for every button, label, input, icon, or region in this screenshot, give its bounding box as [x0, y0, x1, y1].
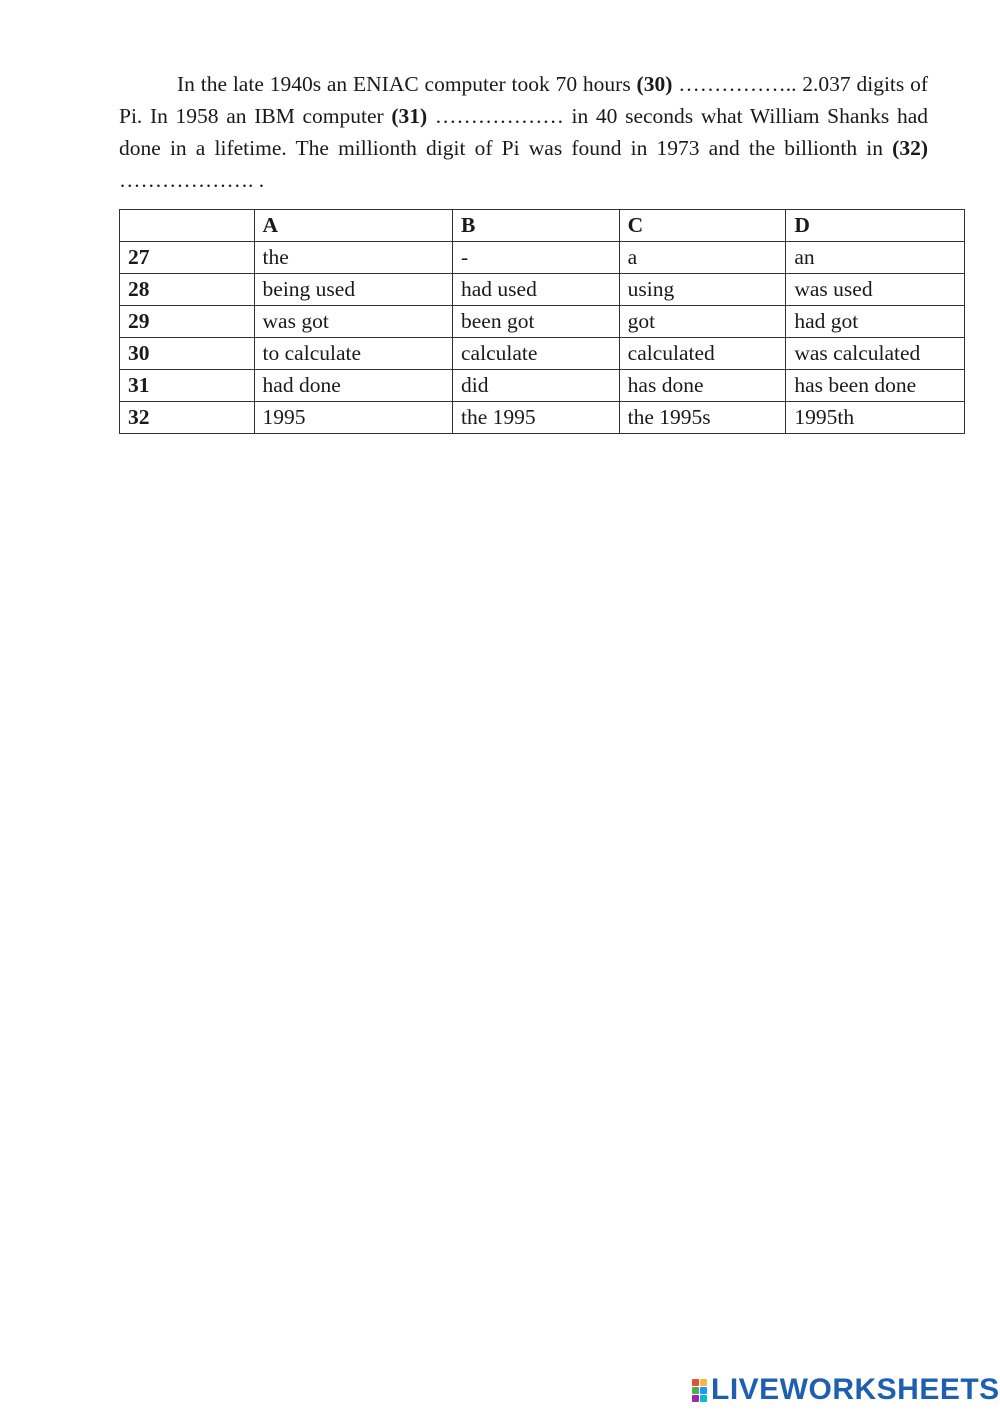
option-c: calculated	[619, 338, 786, 370]
option-c: the 1995s	[619, 402, 786, 434]
option-d: an	[786, 242, 965, 274]
header-cell-a: A	[254, 210, 452, 242]
table-row	[120, 370, 965, 402]
option-a: to calculate	[254, 338, 452, 370]
table-header-row	[120, 210, 965, 242]
option-a: the	[254, 242, 452, 274]
blank-marker-31: (31)	[391, 104, 428, 128]
question-number: 30	[120, 338, 255, 370]
passage-text: …………….. 2.037 digits of Pi. In 1958 an IBM computer	[119, 72, 928, 128]
table-row	[120, 402, 965, 434]
option-b: the 1995	[453, 402, 620, 434]
option-d: has been done	[786, 370, 965, 402]
option-b: had used	[453, 274, 620, 306]
option-b: calculate	[453, 338, 620, 370]
reading-passage	[119, 68, 928, 196]
question-number: 28	[120, 274, 255, 306]
option-c: has done	[619, 370, 786, 402]
question-number: 32	[120, 402, 255, 434]
liveworksheets-brand	[692, 1374, 1000, 1406]
header-cell-b: B	[453, 210, 620, 242]
blank-marker-32: (32)	[892, 136, 928, 160]
passage-text: ……………… in 40 seconds what William Shanks had done in a lifetime. The millionth digit of Pi was found in 1973 and the billionth in	[119, 104, 928, 160]
brand-name: LIVEWORKSHEETS	[711, 1373, 1000, 1406]
question-number: 29	[120, 306, 255, 338]
table-row	[120, 338, 965, 370]
option-a: being used	[254, 274, 452, 306]
answer-options-table	[119, 209, 965, 434]
option-d: 1995th	[786, 402, 965, 434]
option-d: had got	[786, 306, 965, 338]
passage-text: In the late 1940s an ENIAC computer took 70 hours	[177, 72, 637, 96]
question-number: 31	[120, 370, 255, 402]
table-row	[120, 242, 965, 274]
option-c: using	[619, 274, 786, 306]
header-cell-c: C	[619, 210, 786, 242]
option-a: was got	[254, 306, 452, 338]
header-cell-d: D	[786, 210, 965, 242]
option-b: did	[453, 370, 620, 402]
question-number: 27	[120, 242, 255, 274]
liveworksheets-logo-icon	[692, 1379, 707, 1402]
option-b: been got	[453, 306, 620, 338]
option-c: got	[619, 306, 786, 338]
option-a: had done	[254, 370, 452, 402]
passage-text: ………………. .	[119, 168, 265, 192]
option-b: -	[453, 242, 620, 274]
option-d: was calculated	[786, 338, 965, 370]
table-row	[120, 306, 965, 338]
option-c: a	[619, 242, 786, 274]
header-cell-number	[120, 210, 255, 242]
option-a: 1995	[254, 402, 452, 434]
table-row	[120, 274, 965, 306]
option-d: was used	[786, 274, 965, 306]
blank-marker-30: (30)	[636, 72, 673, 96]
